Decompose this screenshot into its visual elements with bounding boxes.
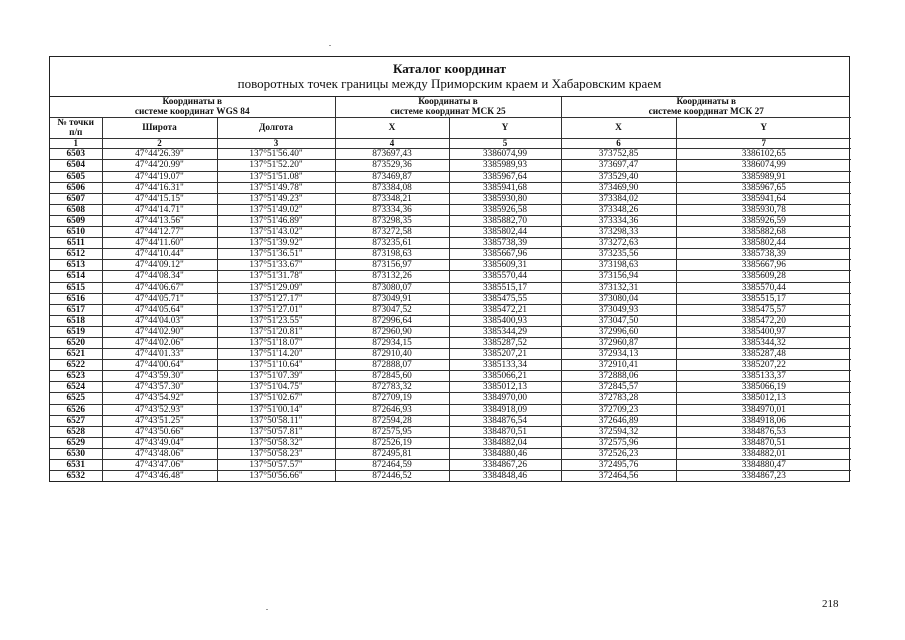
msk25-x-header: X [335, 118, 449, 139]
msk25-y-cell: 3385930,80 [449, 193, 561, 204]
point-number-cell: 6532 [50, 471, 102, 482]
longitude-cell: 137°51'04.75" [217, 382, 335, 393]
longitude-cell: 137°51'46.89" [217, 215, 335, 226]
point-number-cell: 6503 [50, 149, 102, 160]
latitude-cell: 47°44'10.44" [102, 249, 217, 260]
msk25-x-cell: 872709,19 [335, 393, 449, 404]
table-row [50, 182, 851, 193]
table-row [50, 437, 851, 448]
point-number-cell: 6513 [50, 260, 102, 271]
msk27-y-cell: 3385475,57 [676, 304, 851, 315]
point-number-cell: 6530 [50, 448, 102, 459]
msk25-y-cell: 3385967,64 [449, 171, 561, 182]
msk25-x-cell: 872495,81 [335, 448, 449, 459]
longitude-cell: 137°51'39.92" [217, 238, 335, 249]
msk25-x-cell: 872888,07 [335, 360, 449, 371]
msk25-x-cell: 873080,07 [335, 282, 449, 293]
msk27-x-cell: 372646,89 [561, 415, 676, 426]
msk25-x-cell: 872996,64 [335, 315, 449, 326]
longitude-cell: 137°50'58.32" [217, 437, 335, 448]
msk27-x-cell: 372996,60 [561, 326, 676, 337]
msk27-x-cell: 373298,33 [561, 227, 676, 238]
system-header-row [50, 97, 851, 118]
msk27-y-cell: 3384882,01 [676, 448, 851, 459]
column-number: 1 [50, 139, 102, 149]
msk27-y-cell: 3386074,99 [676, 160, 851, 171]
msk27-y-cell: 3384918,06 [676, 415, 851, 426]
longitude-cell: 137°51'00.14" [217, 404, 335, 415]
latitude-cell: 47°43'51.25" [102, 415, 217, 426]
point-number-cell: 6514 [50, 271, 102, 282]
point-number-cell: 6509 [50, 215, 102, 226]
msk27-x-cell: 372709,23 [561, 404, 676, 415]
table-row [50, 393, 851, 404]
latitude-cell: 47°44'16.31" [102, 182, 217, 193]
point-number-cell: 6528 [50, 426, 102, 437]
msk25-x-cell: 872446,52 [335, 471, 449, 482]
point-number-cell: 6522 [50, 360, 102, 371]
msk27-y-cell: 3385930,78 [676, 204, 851, 215]
msk27-y-cell: 3384880,47 [676, 460, 851, 471]
scan-speck [329, 45, 331, 46]
msk27-x-cell: 373272,63 [561, 238, 676, 249]
table-row [50, 349, 851, 360]
longitude-cell: 137°51'18.07" [217, 337, 335, 348]
title-block [50, 57, 849, 97]
point-number-cell: 6512 [50, 249, 102, 260]
longitude-cell: 137°51'51.08" [217, 171, 335, 182]
table-row [50, 382, 851, 393]
point-number-cell: 6518 [50, 315, 102, 326]
msk27-y-cell: 3385472,20 [676, 315, 851, 326]
wgs84-group-header: Координаты в системе координат WGS 84 [50, 97, 335, 118]
msk27-x-cell: 372464,56 [561, 471, 676, 482]
table-row [50, 360, 851, 371]
msk25-x-cell: 873047,52 [335, 304, 449, 315]
msk25-y-cell: 3385882,70 [449, 215, 561, 226]
msk27-y-cell: 3385609,28 [676, 271, 851, 282]
table-row [50, 315, 851, 326]
point-number-cell: 6526 [50, 404, 102, 415]
table-row [50, 149, 851, 160]
latitude-cell: 47°44'02.90" [102, 326, 217, 337]
msk25-x-cell: 873298,35 [335, 215, 449, 226]
msk25-x-cell: 872910,40 [335, 349, 449, 360]
msk27-y-cell: 3385400,97 [676, 326, 851, 337]
msk25-y-cell: 3384882,04 [449, 437, 561, 448]
msk27-x-cell: 373348,26 [561, 204, 676, 215]
point-number-cell: 6519 [50, 326, 102, 337]
msk27-y-cell: 3385882,68 [676, 227, 851, 238]
point-number-cell: 6521 [50, 349, 102, 360]
msk27-y-cell: 3384970,01 [676, 404, 851, 415]
msk25-y-cell: 3384880,46 [449, 448, 561, 459]
msk27-x-cell: 373198,63 [561, 260, 676, 271]
table-row [50, 371, 851, 382]
msk25-x-cell: 873529,36 [335, 160, 449, 171]
msk25-x-cell: 872783,32 [335, 382, 449, 393]
msk25-y-cell: 3385207,21 [449, 349, 561, 360]
msk27-y-cell: 3385344,32 [676, 337, 851, 348]
msk27-x-cell: 373047,50 [561, 315, 676, 326]
msk25-x-cell: 873334,36 [335, 204, 449, 215]
msk25-x-cell: 873469,87 [335, 171, 449, 182]
msk25-x-cell: 872526,19 [335, 437, 449, 448]
msk27-x-cell: 372783,28 [561, 393, 676, 404]
msk27-x-cell: 372575,96 [561, 437, 676, 448]
msk27-y-header: Y [676, 118, 851, 139]
msk27-x-cell: 373235,56 [561, 249, 676, 260]
msk27-y-cell: 3385926,59 [676, 215, 851, 226]
latitude-cell: 47°44'19.07" [102, 171, 217, 182]
msk25-x-cell: 873272,58 [335, 227, 449, 238]
msk27-x-cell: 373080,04 [561, 293, 676, 304]
msk27-x-cell: 373752,85 [561, 149, 676, 160]
table-row [50, 282, 851, 293]
msk25-x-cell: 872960,90 [335, 326, 449, 337]
latitude-cell: 47°44'02.06" [102, 337, 217, 348]
latitude-cell: 47°44'12.77" [102, 227, 217, 238]
table-row [50, 160, 851, 171]
msk25-x-cell: 873384,08 [335, 182, 449, 193]
point-number-cell: 6508 [50, 204, 102, 215]
msk27-x-cell: 372495,76 [561, 460, 676, 471]
longitude-cell: 137°51'43.02" [217, 227, 335, 238]
page-number: 218 [822, 598, 839, 610]
latitude-cell: 47°43'50.66" [102, 426, 217, 437]
point-number-cell: 6507 [50, 193, 102, 204]
msk25-y-cell: 3384918,09 [449, 404, 561, 415]
table-row [50, 249, 851, 260]
msk27-y-cell: 3385967,65 [676, 182, 851, 193]
table-row [50, 415, 851, 426]
column-number: 4 [335, 139, 449, 149]
msk25-y-cell: 3385472,21 [449, 304, 561, 315]
table-row [50, 404, 851, 415]
msk27-x-cell: 373132,31 [561, 282, 676, 293]
point-number-cell: 6505 [50, 171, 102, 182]
latitude-cell: 47°43'57.30" [102, 382, 217, 393]
msk25-x-cell: 872575,95 [335, 426, 449, 437]
msk27-y-cell: 3385667,96 [676, 260, 851, 271]
latitude-cell: 47°44'00.64" [102, 360, 217, 371]
point-number-cell: 6531 [50, 460, 102, 471]
msk25-x-cell: 872646,93 [335, 404, 449, 415]
msk27-x-header: X [561, 118, 676, 139]
point-number-cell: 6517 [50, 304, 102, 315]
longitude-cell: 137°51'36.51" [217, 249, 335, 260]
column-number: 7 [676, 139, 851, 149]
msk27-x-cell: 372845,57 [561, 382, 676, 393]
msk27-y-cell: 3385133,37 [676, 371, 851, 382]
msk25-x-cell: 872934,15 [335, 337, 449, 348]
msk27-x-cell: 372934,13 [561, 349, 676, 360]
point-number-cell: 6525 [50, 393, 102, 404]
longitude-header: Долгота [217, 118, 335, 139]
longitude-cell: 137°51'31.78" [217, 271, 335, 282]
msk25-group-header: Координаты в системе координат МСК 25 [335, 97, 561, 118]
point-number-cell: 6516 [50, 293, 102, 304]
scan-speck [266, 609, 268, 610]
point-number-cell: 6515 [50, 282, 102, 293]
msk25-y-cell: 3384876,54 [449, 415, 561, 426]
msk27-x-cell: 373469,90 [561, 182, 676, 193]
document-subtitle: поворотных точек границы между Приморским краем и Хабаровским краем [237, 76, 662, 91]
msk27-x-cell: 372888,06 [561, 371, 676, 382]
msk25-x-cell: 872594,28 [335, 415, 449, 426]
msk27-y-cell: 3385570,44 [676, 282, 851, 293]
table-row [50, 193, 851, 204]
latitude-cell: 47°43'49.04" [102, 437, 217, 448]
longitude-cell: 137°51'07.39" [217, 371, 335, 382]
msk25-x-cell: 873348,21 [335, 193, 449, 204]
msk25-y-cell: 3385344,29 [449, 326, 561, 337]
msk25-y-header: Y [449, 118, 561, 139]
msk27-y-cell: 3385287,48 [676, 349, 851, 360]
longitude-cell: 137°51'02.67" [217, 393, 335, 404]
longitude-cell: 137°50'57.57" [217, 460, 335, 471]
msk27-y-cell: 3385066,19 [676, 382, 851, 393]
table-row [50, 337, 851, 348]
msk25-y-cell: 3385609,31 [449, 260, 561, 271]
latitude-cell: 47°44'15.15" [102, 193, 217, 204]
longitude-cell: 137°51'29.09" [217, 282, 335, 293]
msk25-y-cell: 3385475,55 [449, 293, 561, 304]
longitude-cell: 137°50'58.23" [217, 448, 335, 459]
msk27-y-cell: 3385012,13 [676, 393, 851, 404]
longitude-cell: 137°51'27.01" [217, 304, 335, 315]
point-number-cell: 6529 [50, 437, 102, 448]
table-row [50, 448, 851, 459]
msk27-y-cell: 3385515,17 [676, 293, 851, 304]
msk25-y-cell: 3386074,99 [449, 149, 561, 160]
longitude-cell: 137°51'10.64" [217, 360, 335, 371]
table-row [50, 471, 851, 482]
column-number: 2 [102, 139, 217, 149]
column-number-row [50, 139, 851, 149]
point-number-cell: 6520 [50, 337, 102, 348]
latitude-cell: 47°43'59.30" [102, 371, 217, 382]
longitude-cell: 137°51'14.20" [217, 349, 335, 360]
longitude-cell: 137°51'20.81" [217, 326, 335, 337]
msk27-y-cell: 3385802,44 [676, 238, 851, 249]
longitude-cell: 137°50'58.11" [217, 415, 335, 426]
msk25-y-cell: 3385941,68 [449, 182, 561, 193]
msk27-y-cell: 3386102,65 [676, 149, 851, 160]
table-row [50, 260, 851, 271]
longitude-cell: 137°51'49.23" [217, 193, 335, 204]
table-row [50, 304, 851, 315]
table-row [50, 460, 851, 471]
msk25-y-cell: 3385287,52 [449, 337, 561, 348]
msk25-y-cell: 3385570,44 [449, 271, 561, 282]
longitude-cell: 137°50'57.81" [217, 426, 335, 437]
msk27-y-cell: 3385941,64 [676, 193, 851, 204]
msk25-y-cell: 3384970,00 [449, 393, 561, 404]
latitude-cell: 47°44'01.33" [102, 349, 217, 360]
coordinate-catalog-sheet [49, 56, 850, 482]
latitude-cell: 47°43'52.93" [102, 404, 217, 415]
latitude-cell: 47°44'04.03" [102, 315, 217, 326]
longitude-cell: 137°51'33.67" [217, 260, 335, 271]
table-body [50, 149, 851, 481]
msk25-y-cell: 3384870,51 [449, 426, 561, 437]
document-title: Каталог координат [392, 61, 506, 76]
longitude-cell: 137°51'56.40" [217, 149, 335, 160]
point-number-cell: 6523 [50, 371, 102, 382]
msk25-x-cell: 873198,63 [335, 249, 449, 260]
column-number: 5 [449, 139, 561, 149]
msk25-x-cell: 873697,43 [335, 149, 449, 160]
latitude-cell: 47°43'46.48" [102, 471, 217, 482]
msk25-y-cell: 3385667,96 [449, 249, 561, 260]
table-row [50, 204, 851, 215]
table-row [50, 271, 851, 282]
coordinates-table [50, 97, 851, 481]
msk27-group-header: Координаты в системе координат МСК 27 [561, 97, 851, 118]
msk25-y-cell: 3385515,17 [449, 282, 561, 293]
latitude-cell: 47°43'47.06" [102, 460, 217, 471]
msk27-x-cell: 373156,94 [561, 271, 676, 282]
latitude-cell: 47°44'08.34" [102, 271, 217, 282]
msk27-x-cell: 372526,23 [561, 448, 676, 459]
point-number-cell: 6510 [50, 227, 102, 238]
msk27-y-cell: 3385989,91 [676, 171, 851, 182]
msk25-x-cell: 873049,91 [335, 293, 449, 304]
table-row [50, 227, 851, 238]
msk27-y-cell: 3384876,53 [676, 426, 851, 437]
latitude-cell: 47°44'13.56" [102, 215, 217, 226]
msk25-y-cell: 3385926,58 [449, 204, 561, 215]
msk27-x-cell: 372594,32 [561, 426, 676, 437]
latitude-cell: 47°44'09.12" [102, 260, 217, 271]
table-row [50, 238, 851, 249]
msk25-x-cell: 873132,26 [335, 271, 449, 282]
msk25-y-cell: 3384867,26 [449, 460, 561, 471]
point-number-header: № точки п/п [50, 118, 102, 139]
msk27-x-cell: 373697,47 [561, 160, 676, 171]
point-number-cell: 6511 [50, 238, 102, 249]
msk27-x-cell: 373384,02 [561, 193, 676, 204]
table-row [50, 326, 851, 337]
msk25-x-cell: 872845,60 [335, 371, 449, 382]
msk25-y-cell: 3385012,13 [449, 382, 561, 393]
longitude-cell: 137°50'56.66" [217, 471, 335, 482]
msk25-y-cell: 3385133,34 [449, 360, 561, 371]
longitude-cell: 137°51'27.17" [217, 293, 335, 304]
point-number-cell: 6504 [50, 160, 102, 171]
longitude-cell: 137°51'49.78" [217, 182, 335, 193]
latitude-cell: 47°43'48.06" [102, 448, 217, 459]
column-number: 3 [217, 139, 335, 149]
longitude-cell: 137°51'23.55" [217, 315, 335, 326]
msk25-y-cell: 3385989,93 [449, 160, 561, 171]
table-row [50, 215, 851, 226]
latitude-header: Широта [102, 118, 217, 139]
latitude-cell: 47°44'11.60" [102, 238, 217, 249]
latitude-cell: 47°44'14.71" [102, 204, 217, 215]
point-number-cell: 6524 [50, 382, 102, 393]
msk25-x-cell: 873156,97 [335, 260, 449, 271]
msk25-y-cell: 3385400,93 [449, 315, 561, 326]
msk25-y-cell: 3384848,46 [449, 471, 561, 482]
latitude-cell: 47°44'26.39" [102, 149, 217, 160]
latitude-cell: 47°44'06.67" [102, 282, 217, 293]
msk27-x-cell: 372910,41 [561, 360, 676, 371]
table-row [50, 293, 851, 304]
msk25-y-cell: 3385066,21 [449, 371, 561, 382]
latitude-cell: 47°44'05.71" [102, 293, 217, 304]
msk27-y-cell: 3385738,39 [676, 249, 851, 260]
latitude-cell: 47°44'05.64" [102, 304, 217, 315]
msk27-x-cell: 372960,87 [561, 337, 676, 348]
point-number-cell: 6527 [50, 415, 102, 426]
msk27-y-cell: 3384870,51 [676, 437, 851, 448]
latitude-cell: 47°44'20.99" [102, 160, 217, 171]
msk27-x-cell: 373334,36 [561, 215, 676, 226]
msk27-x-cell: 373529,40 [561, 171, 676, 182]
column-header-row [50, 118, 851, 139]
msk25-y-cell: 3385802,44 [449, 227, 561, 238]
msk25-x-cell: 873235,61 [335, 238, 449, 249]
longitude-cell: 137°51'52.20" [217, 160, 335, 171]
column-number: 6 [561, 139, 676, 149]
msk25-x-cell: 872464,59 [335, 460, 449, 471]
point-number-cell: 6506 [50, 182, 102, 193]
msk27-y-cell: 3385207,22 [676, 360, 851, 371]
msk27-x-cell: 373049,93 [561, 304, 676, 315]
table-row [50, 171, 851, 182]
table-row [50, 426, 851, 437]
longitude-cell: 137°51'49.02" [217, 204, 335, 215]
latitude-cell: 47°43'54.92" [102, 393, 217, 404]
msk25-y-cell: 3385738,39 [449, 238, 561, 249]
msk27-y-cell: 3384867,23 [676, 471, 851, 482]
